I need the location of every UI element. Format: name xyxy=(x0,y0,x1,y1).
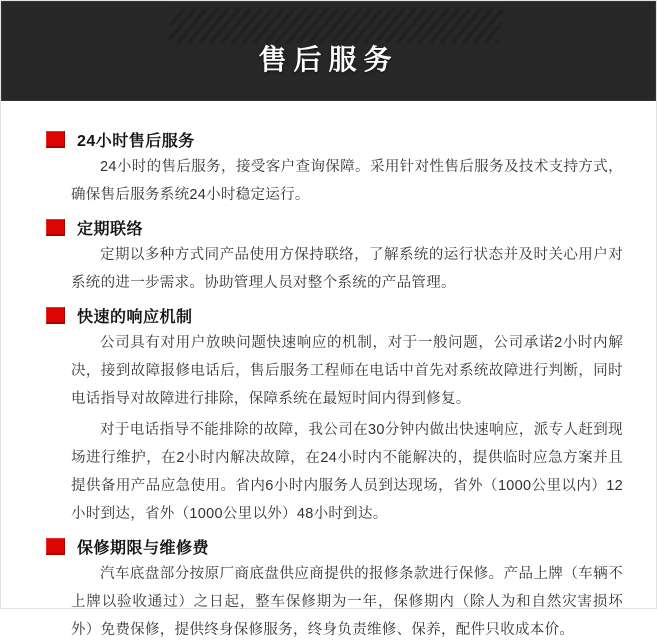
watermark-smudge xyxy=(169,9,504,43)
section-24h-service xyxy=(46,126,623,209)
section-regular-contact xyxy=(46,214,623,297)
section-heading-row xyxy=(46,533,623,559)
section-paragraph: 定期以多种方式同产品使用方保持联络，了解系统的运行状态并及时关心用户对系统的进一步需求。协助管理人员对整个系统的产品管理。 xyxy=(71,247,623,291)
section-paragraph: 对于电话指导不能排除的故障，我公司在30分钟内做出快速响应，派专人赶到现场进行维护，在2小时内解决故障，在24小时内不能解决的，提供临时应急方案并且提供备用产品应急使用。省内6小时内服务人员到达现场，省外（1000公里以内）12小时到达，省外（1000公里以外）48小时到达。 xyxy=(71,422,623,522)
red-square-bullet-icon xyxy=(46,219,65,236)
red-square-bullet-icon xyxy=(46,131,65,148)
section-heading-row xyxy=(46,214,623,240)
section-heading: 定期联络 xyxy=(77,220,144,238)
section-paragraph: 汽车底盘部分按原厂商底盘供应商提供的报修条款进行保修。产品上牌（车辆不上牌以验收通过）之日起，整车保修期为一年，保修期内（除人为和自然灾害损坏外）免费保修，提供终身保修服务，终身负责维修、保养，配件只收成本价。 xyxy=(71,566,623,638)
red-square-bullet-icon xyxy=(46,307,65,324)
page-title: 售后服务 xyxy=(258,44,399,75)
section-fast-response xyxy=(46,302,623,528)
section-paragraph: 公司具有对用户放映问题快速响应的机制，对于一般问题，公司承诺2小时内解决，接到故障报修电话后，售后服务工程师在电话中首先对系统故障进行判断，同时电话指导对故障进行排除，保障系统在最短时间内得到修复。 xyxy=(71,335,623,407)
section-heading: 快速的响应机制 xyxy=(77,308,193,326)
section-heading-row xyxy=(46,302,623,328)
red-square-bullet-icon xyxy=(46,538,65,555)
section-heading: 24小时售后服务 xyxy=(77,132,195,150)
section-heading: 保修期限与维修费 xyxy=(77,539,210,557)
section-heading-row xyxy=(46,126,623,152)
section-warranty xyxy=(46,533,623,644)
banner xyxy=(1,1,656,101)
section-paragraph: 24小时的售后服务，接受客户查询保障。采用针对性售后服务及技术支持方式，确保售后服务系统24小时稳定运行。 xyxy=(71,159,623,203)
content-area xyxy=(1,101,656,644)
